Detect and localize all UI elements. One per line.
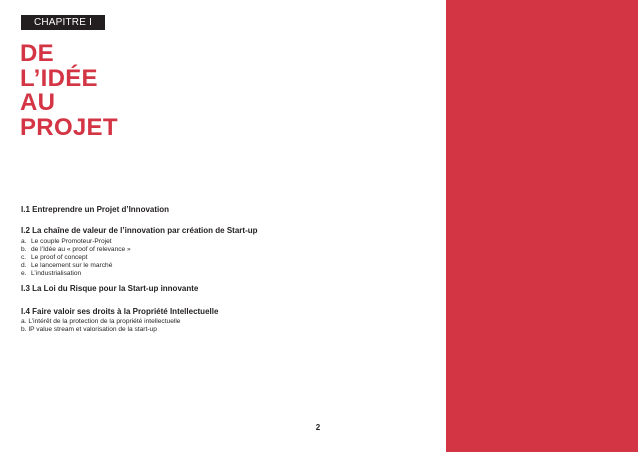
toc-subitem-text: L’intérêt de la protection de la propriété intellectuelle [28,318,181,325]
toc-subitem [21,238,258,246]
title-line: DE [20,40,54,67]
title-line: L’IDÉE [20,64,98,92]
toc-section [21,227,258,278]
title-line: AU [20,89,56,116]
toc-subitem-text: L’industrialisation [31,270,82,277]
toc-subitem-text: de l’Idée au « proof of relevance » [31,246,131,253]
toc-section [21,308,218,334]
toc-subitem [21,270,258,278]
toc-section-title: I.1 Entreprendre un Projet d’Innovation [21,205,170,214]
toc-subitem-key: a. [21,238,27,245]
toc-section-title: I.4 Faire valoir ses droits à la Propriété Intellectuelle [21,307,219,316]
toc-section [21,285,198,293]
toc-subitem-key: b. [21,246,27,253]
toc-subitem-text: IP value stream et valorisation de la start-up [28,326,157,333]
toc-subitem-key: d. [21,262,27,269]
page-number: 2 [315,423,321,432]
toc-subitem-list [21,238,258,278]
toc-subitem-text: Le lancement sur le marché [31,262,113,269]
toc-subitem-text: Le proof of concept [31,254,88,261]
toc-section-title: I.3 La Loi du Risque pour la Start-up innovante [21,284,199,293]
toc-section [21,206,169,214]
title-line: PROJET [20,113,118,141]
chapter-tag: CHAPITRE I [21,15,105,30]
toc-subitem-text: Le couple Promoteur-Projet [31,238,112,245]
toc-subitem-key: e. [21,270,27,277]
toc-subitem [21,326,218,334]
toc-subitem-list [21,318,218,334]
toc-subitem [21,318,218,326]
toc-subitem [21,246,258,254]
toc-subitem-key: b. [21,326,27,333]
toc-section-title: I.2 La chaîne de valeur de l’innovation par création de Start-up [21,226,258,235]
toc-subitem [21,254,258,262]
toc-subitem-key: a. [21,318,27,325]
chapter-title [20,42,220,140]
toc-subitem [21,262,258,270]
toc-subitem-key: c. [21,254,27,261]
red-side-panel [446,0,638,452]
